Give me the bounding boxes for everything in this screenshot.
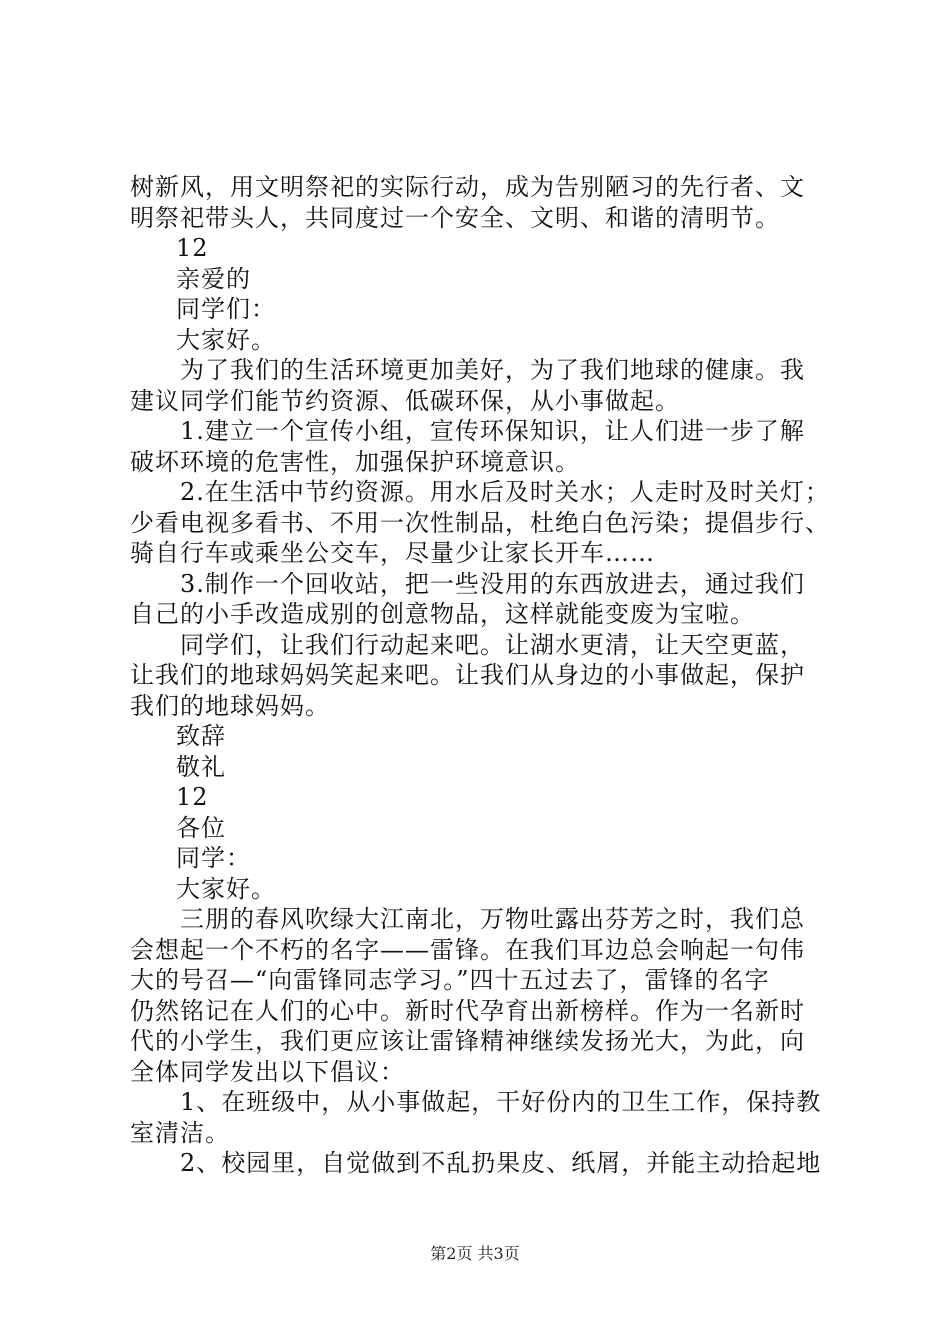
text-line: 少看电视多看书、不用一次性制品，杜绝白色污染；提倡步行、 <box>130 508 830 537</box>
text-line: 1、在班级中，从小事做起，干好份内的卫生工作，保持教 <box>180 1088 822 1116</box>
text-line: 同学： <box>176 844 251 872</box>
text-line: 我们的地球妈妈。 <box>130 691 330 720</box>
text-line: 全体同学发出以下倡议： <box>130 1057 405 1086</box>
text-line: 敬礼 <box>176 752 226 781</box>
text-line: 仍然铭记在人们的心中。新时代孕育出新榜样。作为一名新时 <box>130 996 805 1025</box>
text-line: 亲爱的 <box>176 264 251 293</box>
text-line: 为了我们的生活环境更加美好，为了我们地球的健康。我 <box>180 356 805 384</box>
text-line: 12 <box>176 234 209 262</box>
text-line: 致辞 <box>176 722 226 750</box>
text-line: 2、校园里，自觉做到不乱扔果皮、纸屑，并能主动拾起地 <box>180 1149 822 1177</box>
text-line: 代的小学生，我们更应该让雷锋精神继续发扬光大，为此，向 <box>130 1027 805 1055</box>
text-line: 室清洁。 <box>130 1118 230 1147</box>
text-line: 12 <box>176 783 209 811</box>
text-line: 2.在生活中节约资源。用水后及时关水；人走时及时关灯； <box>180 478 830 506</box>
page-number: 第2页 共3页 <box>430 1244 520 1263</box>
text-line: 大家好。 <box>176 325 276 354</box>
text-line: 骑自行车或乘坐公交车，尽量少让家长开车…… <box>130 539 655 567</box>
text-line: 同学们： <box>176 295 276 323</box>
text-line: 自己的小手改造成别的创意物品，这样就能变废为宝啦。 <box>130 600 755 628</box>
text-line: 破坏环境的危害性，加强保护环境意识。 <box>130 447 580 476</box>
document-body <box>130 172 840 1179</box>
text-line: 建议同学们能节约资源、低碳环保，从小事做起。 <box>130 386 680 415</box>
text-line: 会想起一个不朽的名字——雷锋。在我们耳边总会响起一句伟 <box>130 935 805 964</box>
text-line: 让我们的地球妈妈笑起来吧。让我们从身边的小事做起，保护 <box>130 661 805 689</box>
text-line: 大的号召—“向雷锋同志学习。”四十五过去了，雷锋的名字 <box>130 966 770 994</box>
text-line: 明祭祀带头人，共同度过一个安全、文明、和谐的清明节。 <box>130 203 780 232</box>
text-line: 1.建立一个宣传小组，宣传环保知识，让人们进一步了解 <box>180 417 805 445</box>
text-line: 树新风，用文明祭祀的实际行动，成为告别陋习的先行者、文 <box>130 173 805 201</box>
text-line: 各位 <box>176 813 226 842</box>
text-line: 大家好。 <box>176 874 276 903</box>
text-line: 3.制作一个回收站，把一些没用的东西放进去，通过我们 <box>180 569 805 598</box>
text-line: 三朋的春风吹绿大江南北，万物吐露出芬芳之时，我们总 <box>180 905 805 933</box>
text-line: 同学们，让我们行动起来吧。让湖水更清，让天空更蓝， <box>180 630 805 659</box>
